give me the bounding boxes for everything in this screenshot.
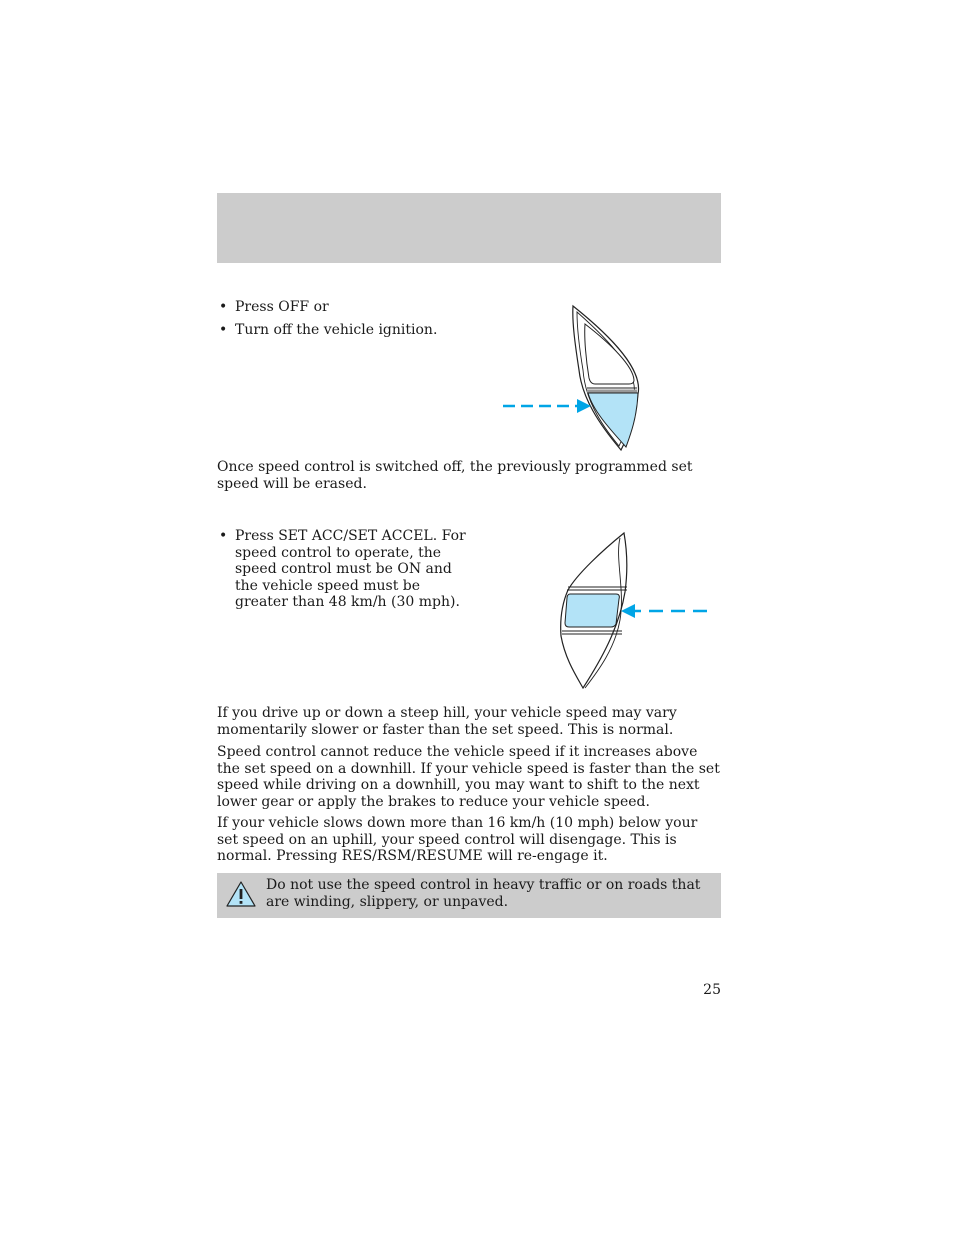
speed-control-off-button-illustration bbox=[495, 298, 655, 458]
downhill-paragraph: Speed control cannot reduce the vehicle speed if it increases above the set speed on a downhill. If your vehicle speed is faster than the set speed while driving on a downhill, you may want to shift to the next lower gear or apply the brakes to reduce your vehicle speed. bbox=[217, 744, 720, 810]
speed-erased-note: Once speed control is switched off, the previously programmed set speed will be erased. bbox=[217, 459, 693, 492]
warning-box bbox=[217, 873, 721, 918]
set-instructions-list bbox=[217, 528, 475, 617]
uphill-paragraph: If your vehicle slows down more than 16 km/h (10 mph) below your set speed on an uphill, your speed control will disengage. This is normal. Pressing RES/RSM/RESUME will re-engage it. bbox=[217, 815, 698, 864]
page-number: 25 bbox=[703, 982, 721, 998]
warning-text: Do not use the speed control in heavy traffic or on roads that are winding, slippery, or unpaved. bbox=[266, 877, 701, 910]
section-header-band bbox=[217, 193, 721, 263]
warning-triangle-icon bbox=[225, 880, 257, 908]
off-instructions-list bbox=[217, 299, 477, 345]
speed-control-set-button-illustration bbox=[555, 530, 715, 692]
list-item: • Press SET ACC/SET ACCEL. For speed control to operate, the speed control must be ON and the vehicle speed must be greater than 48 km/h (30 mph). bbox=[217, 528, 475, 611]
list-item: • Turn off the vehicle ignition. bbox=[217, 322, 477, 339]
list-item: • Press OFF or bbox=[217, 299, 477, 316]
hill-paragraph: If you drive up or down a steep hill, your vehicle speed may vary momentarily slower or faster than the set speed. This is normal. bbox=[217, 705, 677, 738]
